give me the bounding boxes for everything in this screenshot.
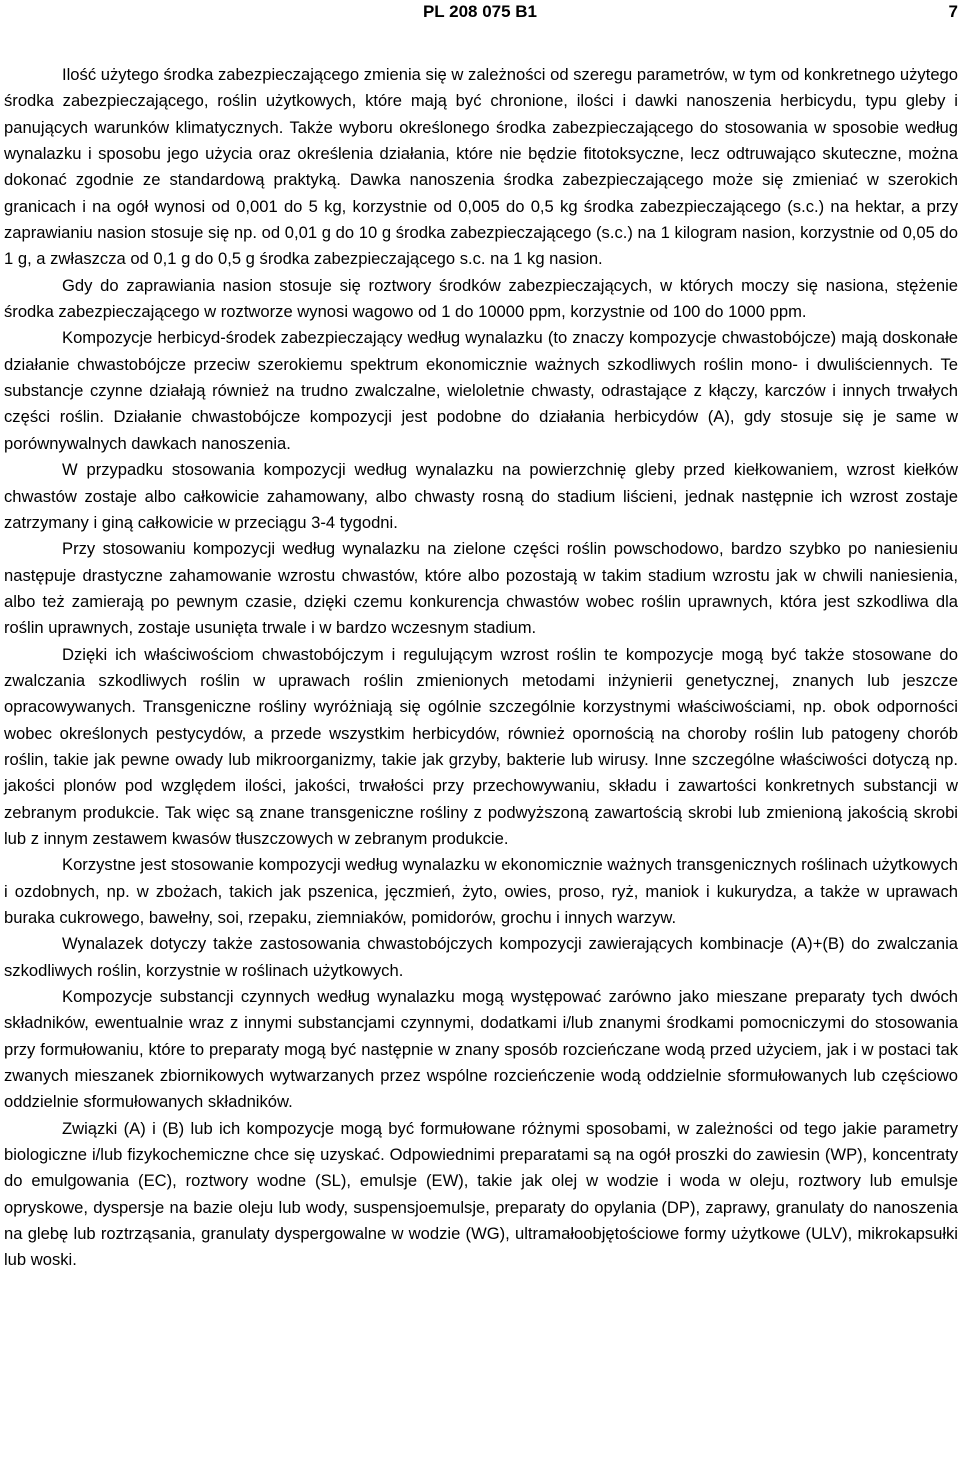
paragraph-transgenic-crops: Dzięki ich właściwościom chwastobójczym i regulującym wzrost roślin te kompozycje mogą być także stosowane do zwalczania szkodliwych roślin w uprawach roślin zmienionych metodami inżynierii genetycznej, znanych lub jeszcze opracowywanych. Transgeniczne rośliny wyróżniają się ogólnie szczególnie korzystnymi właściwościami, np. obok odporności wobec określonych pestycydów, a przede wszystkim herbicydów, również opornością na choroby roślin lub patogeny chorób roślin, takie jak pewne owady lub mikroorganizmy, takie jak grzyby, bakterie lub wirusy. Inne szczególne właściwości dotyczą np. jakości plonów pod względem ilości, jakości, trwałości przy przechowywaniu, składu i zawartości konkretnych substancji w zebranym produkcie. Tak więc są znane transgeniczne rośliny z podwyższoną zawartością skrobi lub zmienioną jakością skrobi lub z innym zestawem kwasów tłuszczowych w zebranym produkcie. <box>4 644 958 848</box>
paragraph-formulations: Związki (A) i (B) lub ich kompozycje mogą być formułowane różnymi sposobami, w zależności od tego jakie parametry biologiczne i/lub fizykochemiczne chce się uzyskać. Odpowiednimi preparatami są na ogół proszki do zawiesin (WP), koncentraty do emulgowania (EC), roztwory wodne (SL), emulsje (EW), takie jak olej w wodzie i woda w oleju, roztwory lub emulsje opryskowe, dyspersje na bazie oleju lub wody, suspensjoemulsje, preparaty do opylania (DP), zaprawy, granulaty do nanoszenia na glebę lub roztrząsania, granulaty dyspergowalne w wodzie (WG), ultramałoobjętościowe formy użytkowe (ULV), mikrokapsułki lub woski. <box>4 1118 958 1270</box>
body-text <box>4 62 958 1274</box>
paragraph-post-emergence: Przy stosowaniu kompozycji według wynalazku na zielone części roślin powschodowo, bardzo szybko po naniesieniu następuje drastyczne zahamowanie wzrostu chwastów, które albo pozostają w takim stadium wzrostu jak w chwili naniesienia, albo też zamierają po pewnym czasie, dzięki czemu konkurencja chwastów wobec roślin uprawnych, która jest szkodliwa dla roślin uprawnych, zostaje usunięta trwale i w bardzo wczesnym stadium. <box>4 539 958 638</box>
paragraph-seed-dressing: Gdy do zaprawiania nasion stosuje się roztwory środków zabezpieczających, w których moczy się nasiona, stężenie środka zabezpieczającego w roztworze wynosi wagowo od 1 do 10000 ppm, korzystnie od 100 do 1000 ppm. <box>4 275 958 322</box>
paragraph-pre-emergence: W przypadku stosowania kompozycji według wynalazku na powierzchnię gleby przed kiełkowaniem, wzrost kiełków chwastów zostaje albo całkowicie zahamowany, albo chwasty rosną do stadium liścieni, jednak następnie ich wzrost zostaje zatrzymany i giną całkowicie w przeciągu 3-4 tygodni. <box>4 460 958 532</box>
paragraph-safener-amount: Ilość użytego środka zabezpieczającego zmienia się w zależności od szeregu parametrów, w tym od konkretnego użytego środka zabezpieczającego, roślin użytkowych, które mają być chronione, ilości i dawki nanoszenia herbicydu, typu gleby i panujących warunków klimatycznych. Także wyboru określonego środka zabezpieczającego do stosowania w sposobie według wynalazku i sposobu jego użycia oraz określenia działania, które nie będzie fitotoksyczne, lecz odtruwająco skuteczne, można dokonać zgodnie ze standardową praktyką. Dawka nanoszenia środka zabezpieczającego może się zmieniać w szerokich granicach i na ogół wynosi od 0,001 do 5 kg, korzystnie od 0,005 do 0,5 kg środka zabezpieczającego (s.c.) na hektar, a przy zaprawianiu nasion stosuje się np. od 0,01 g do 10 g środka zabezpieczającego (s.c.) na 1 kilogram nasion, korzystnie od 0,05 do 1 g, a zwłaszcza od 0,1 g do 0,5 g środka zabezpieczającego s.c. na 1 kg nasion. <box>4 65 958 269</box>
page-number: 7 <box>948 2 958 21</box>
page-header <box>0 2 960 22</box>
patent-number: PL 208 075 B1 <box>422 2 538 21</box>
paragraph-use-of-combinations: Wynalazek dotyczy także zastosowania chwastobójczych kompozycji zawierających kombinacje (A)+(B) do zwalczania szkodliwych roślin, korzystnie w roślinach użytkowych. <box>4 934 958 980</box>
paragraph-herbicidal-activity: Kompozycje herbicyd-środek zabezpieczający według wynalazku (to znaczy kompozycje chwastobójcze) mają doskonałe działanie chwastobójcze przeciw szerokiemu spektrum ekonomicznie ważnych szkodliwych roślin mono- i dwuliściennych. Te substancje czynne działają również na trudno zwalczalne, wieloletnie chwasty, odrastające z kłączy, karczów i innych trwałych części roślin. Działanie chwastobójcze kompozycji jest podobne do działania herbicydów (A), gdy stosuje się je same w porównywalnych dawkach nanoszenia. <box>4 328 958 453</box>
paragraph-mixed-preparations: Kompozycje substancji czynnych według wynalazku mogą występować zarówno jako mieszane preparaty tych dwóch składników, ewentualnie wraz z innymi substancjami czynnymi, dodatkami i/lub znanymi środkami pomocniczymi do stosowania przy formułowaniu, które to preparaty mogą być następnie w znany sposób rozcieńczane wodą przed użyciem, jak i w postaci tak zwanych mieszanek zbiornikowych wytwarzanych przez wspólne rozcieńczenie wodą oddzielnie sformułowanych lub częściowo oddzielnie sformułowanych składników. <box>4 987 958 1112</box>
paragraph-preferred-crops: Korzystne jest stosowanie kompozycji według wynalazku w ekonomicznie ważnych transgenicznych roślinach użytkowych i ozdobnych, np. w zbożach, takich jak pszenica, jęczmień, żyto, owies, proso, ryż, maniok i kukurydza, a także w uprawach buraka cukrowego, bawełny, soi, rzepaku, ziemniaków, pomidorów, grochu i innych warzyw. <box>4 855 958 927</box>
